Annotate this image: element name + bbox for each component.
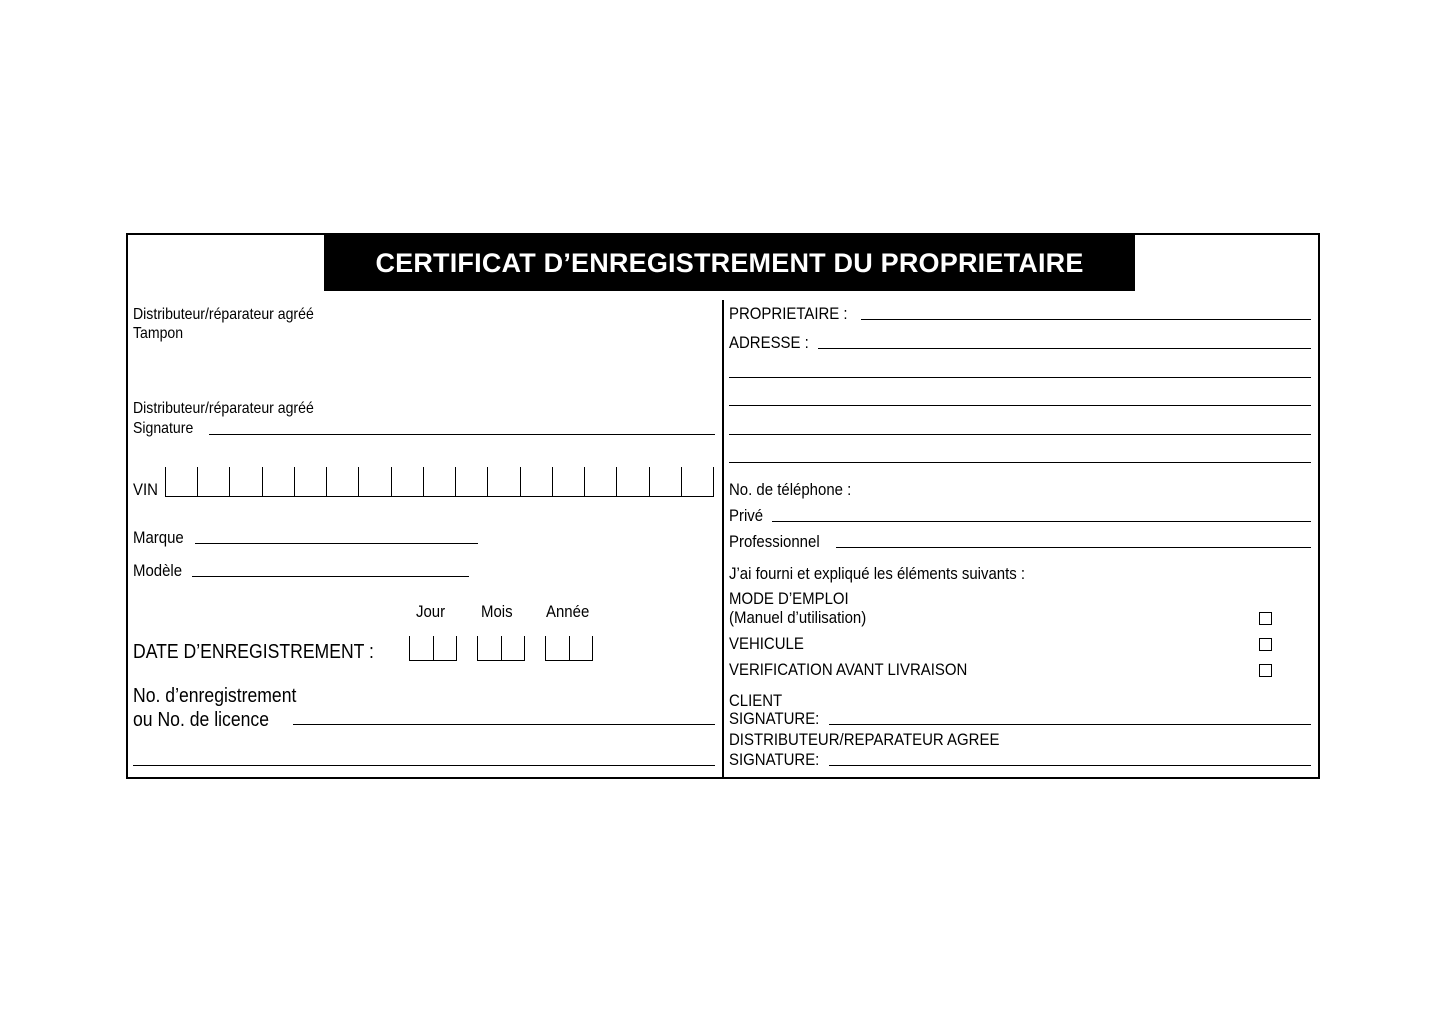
work-phone-label: Professionnel xyxy=(729,532,820,551)
client-label: CLIENT xyxy=(729,691,783,710)
certificate-title: CERTIFICAT D’ENREGISTREMENT DU PROPRIETAIRE xyxy=(324,233,1135,291)
work-phone-field[interactable] xyxy=(836,547,1311,548)
owner-manual-sublabel: (Manuel d’utilisation) xyxy=(729,608,867,627)
month-digit-2[interactable] xyxy=(502,636,526,660)
owner-manual-label: MODE D’EMPLOI xyxy=(729,589,849,608)
dealer-stamp-label: Distributeur/réparateur agréé xyxy=(133,306,314,323)
vin-cell[interactable] xyxy=(488,467,520,496)
registration-date-label: DATE D’ENREGISTREMENT : xyxy=(133,641,374,663)
model-label: Modèle xyxy=(133,561,183,580)
owner-field[interactable] xyxy=(861,319,1311,320)
year-field[interactable] xyxy=(545,636,593,661)
vin-cell[interactable] xyxy=(682,467,714,496)
vin-field[interactable] xyxy=(165,467,714,497)
provided-items-label: J’ai fourni et expliqué les éléments suivants : xyxy=(729,564,1026,583)
registration-number-field[interactable] xyxy=(293,724,715,725)
vin-cell[interactable] xyxy=(424,467,456,496)
vin-cell[interactable] xyxy=(230,467,262,496)
owner-label: PROPRIETAIRE : xyxy=(729,304,848,323)
vin-cell[interactable] xyxy=(553,467,585,496)
dealer-label: DISTRIBUTEUR/REPARATEUR AGREE xyxy=(729,730,1000,749)
day-field[interactable] xyxy=(409,636,457,661)
client-signature-label: SIGNATURE: xyxy=(729,709,820,728)
make-label: Marque xyxy=(133,528,184,547)
dealer-signature-label-right: SIGNATURE: xyxy=(729,750,820,769)
make-field[interactable] xyxy=(195,543,478,544)
stamp-label: Tampon xyxy=(133,325,184,342)
predelivery-check-label: VERIFICATION AVANT LIVRAISON xyxy=(729,660,968,679)
dealer-signature-label: Distributeur/réparateur agréé xyxy=(133,400,314,417)
model-field[interactable] xyxy=(192,576,469,577)
phone-label: No. de téléphone : xyxy=(729,480,852,499)
vin-cell[interactable] xyxy=(359,467,391,496)
private-phone-field[interactable] xyxy=(772,521,1311,522)
vin-cell[interactable] xyxy=(585,467,617,496)
vin-cell[interactable] xyxy=(327,467,359,496)
year-digit-1[interactable] xyxy=(546,636,570,660)
day-digit-1[interactable] xyxy=(410,636,434,660)
column-divider xyxy=(722,300,724,777)
day-label: Jour xyxy=(416,602,446,621)
month-label: Mois xyxy=(481,602,513,621)
vin-cell[interactable] xyxy=(521,467,553,496)
vin-cell[interactable] xyxy=(263,467,295,496)
predelivery-check-checkbox[interactable] xyxy=(1259,664,1272,677)
day-digit-2[interactable] xyxy=(434,636,458,660)
year-label: Année xyxy=(546,602,590,621)
address-field-2[interactable] xyxy=(729,377,1311,378)
month-field[interactable] xyxy=(477,636,525,661)
client-signature-field[interactable] xyxy=(829,724,1311,725)
vehicle-label: VEHICULE xyxy=(729,634,804,653)
address-field-5[interactable] xyxy=(729,462,1311,463)
month-digit-1[interactable] xyxy=(478,636,502,660)
signature-label: Signature xyxy=(133,420,194,437)
vin-label: VIN xyxy=(133,480,158,499)
vin-cell[interactable] xyxy=(392,467,424,496)
vin-cell[interactable] xyxy=(456,467,488,496)
registration-number-label-2: ou No. de licence xyxy=(133,709,270,731)
registration-number-field-2[interactable] xyxy=(133,765,715,766)
address-field-4[interactable] xyxy=(729,434,1311,435)
vin-cell[interactable] xyxy=(295,467,327,496)
vin-cell[interactable] xyxy=(617,467,649,496)
dealer-signature-field-right[interactable] xyxy=(829,765,1311,766)
vin-cell[interactable] xyxy=(166,467,198,496)
address-field-3[interactable] xyxy=(729,405,1311,406)
registration-number-label-1: No. d’enregistrement xyxy=(133,685,297,707)
year-digit-2[interactable] xyxy=(570,636,594,660)
dealer-signature-field[interactable] xyxy=(209,434,715,435)
vin-cell[interactable] xyxy=(198,467,230,496)
private-phone-label: Privé xyxy=(729,506,764,525)
vehicle-checkbox[interactable] xyxy=(1259,638,1272,651)
address-label: ADRESSE : xyxy=(729,333,809,352)
address-field-1[interactable] xyxy=(818,348,1311,349)
owner-manual-checkbox[interactable] xyxy=(1259,612,1272,625)
vin-cell[interactable] xyxy=(650,467,682,496)
